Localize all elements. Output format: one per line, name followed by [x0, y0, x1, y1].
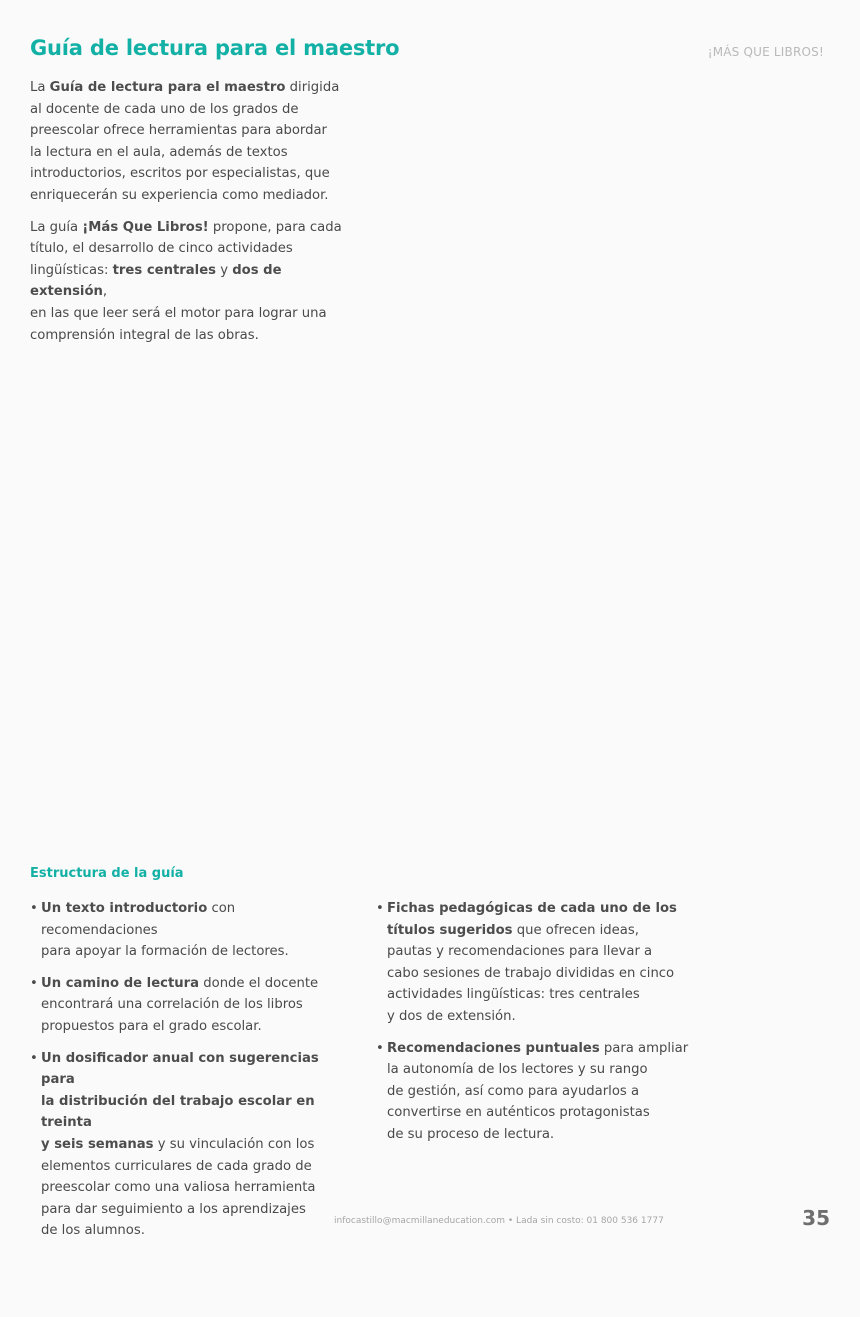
item-text: de su proceso de lectura.	[387, 1126, 555, 1142]
intro-p2-line: comprensión integral de las obras.	[30, 327, 259, 343]
intro-p2-line: en las que leer será el motor para lograr una	[30, 305, 327, 321]
item-text: de los alumnos.	[41, 1223, 145, 1239]
item-text: la autonomía de los lectores y su rango	[387, 1062, 648, 1078]
list-item	[30, 898, 348, 963]
item-text: propuestos para el grado escolar.	[41, 1018, 262, 1034]
item-bold-text: y seis semanas	[41, 1136, 154, 1152]
item-text: para apoyar la formación de lectores.	[41, 944, 289, 960]
intro-p1-pre: La	[30, 80, 50, 95]
series-tag: ¡MÁS QUE LIBROS!	[707, 45, 824, 59]
intro-p2-conj: y	[216, 262, 233, 278]
intro-p2-bold: dos de extensión	[30, 262, 282, 300]
intro-paragraph-2	[30, 217, 348, 347]
list-item	[376, 1038, 694, 1146]
item-text: para dar seguimiento a los aprendizajes	[41, 1201, 306, 1217]
intro-p2-post: propone, para cada	[208, 219, 342, 235]
item-bold-text: Recomendaciones puntuales	[387, 1040, 600, 1056]
intro-p1-bold: Guía de lectura para el maestro	[49, 80, 286, 95]
item-bold-text: Un texto introductorio	[41, 901, 208, 916]
item-text: elementos curriculares de cada grado de	[41, 1158, 312, 1174]
intro-p2-punct: ,	[102, 284, 108, 300]
structure-list-right	[376, 898, 694, 1156]
page-title: Guía de lectura para el maestro	[30, 36, 400, 60]
item-bold-text: Fichas pedagógicas de cada uno de los	[387, 901, 677, 916]
intro-p2-line: título, el desarrollo de cinco actividades	[30, 241, 293, 257]
item-text: encontrará una correlación de los libros	[41, 997, 303, 1013]
item-text: cabo sesiones de trabajo divididas en cinco	[387, 965, 675, 981]
intro-p2-bold: tres centrales	[112, 262, 216, 278]
item-text: convertirse en auténticos protagonistas	[387, 1105, 650, 1121]
item-bold-text: Un dosificador anual con sugerencias para	[41, 1050, 319, 1088]
item-text: de gestión, así como para ayudarlos a	[387, 1083, 640, 1099]
item-text: actividades lingüísticas: tres centrales	[387, 987, 640, 1003]
intro-text	[30, 77, 348, 356]
intro-p1-line: al docente de cada uno de los grados de	[30, 101, 299, 117]
list-item	[376, 898, 694, 1028]
list-item	[30, 1048, 348, 1242]
intro-p1-line: preescolar ofrece herramientas para abordar	[30, 123, 327, 139]
bullet-icon: •	[376, 1040, 384, 1056]
item-bold-text: títulos sugeridos	[387, 922, 513, 938]
item-text: con recomendaciones	[41, 901, 236, 938]
list-item	[30, 973, 348, 1038]
intro-p1-post: dirigida	[285, 80, 340, 95]
intro-p2-pre: La guía	[30, 219, 83, 235]
item-text: y su vinculación con los	[153, 1136, 315, 1152]
item-bold-text: la distribución del trabajo escolar en treinta	[41, 1093, 315, 1131]
intro-p2-bold: ¡Más Que Libros!	[82, 219, 209, 235]
item-text: que ofrecen ideas,	[512, 922, 639, 938]
intro-paragraph-1	[30, 77, 348, 207]
bullet-icon: •	[376, 901, 384, 916]
item-text: donde el docente	[199, 975, 319, 991]
intro-p2-line: lingüísticas:	[30, 262, 113, 278]
item-text: pautas y recomendaciones para llevar a	[387, 944, 653, 960]
bullet-icon: •	[30, 901, 38, 916]
item-bold-text: Un camino de lectura	[41, 975, 200, 991]
intro-p1-line: enriquecerán su experiencia como mediador.	[30, 187, 329, 203]
section-heading: Estructura de la guía	[30, 866, 184, 881]
bullet-icon: •	[30, 1050, 38, 1066]
structure-list-left	[30, 898, 348, 1252]
item-text: y dos de extensión.	[387, 1008, 516, 1024]
page-number: 35	[802, 1206, 830, 1230]
bullet-icon: •	[30, 975, 38, 991]
item-text: preescolar como una valiosa herramienta	[41, 1180, 316, 1196]
intro-p1-line: la lectura en el aula, además de textos	[30, 144, 288, 160]
item-text: para ampliar	[599, 1040, 689, 1056]
intro-p1-line: introductorios, escritos por especialistas, que	[30, 166, 330, 182]
footer-contact: infocastillo@macmillaneducation.com • Lada sin costo: 01 800 536 1777	[334, 1216, 664, 1226]
